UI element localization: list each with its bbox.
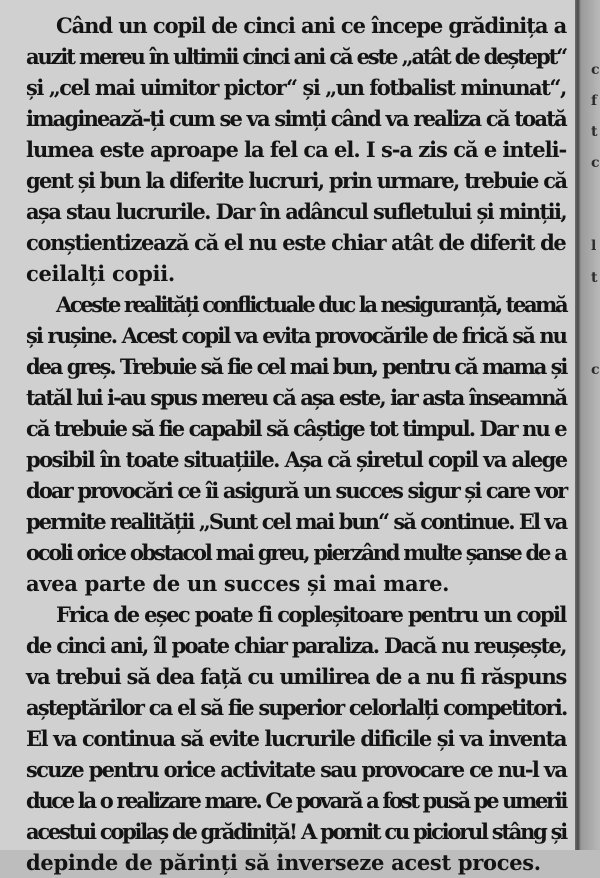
paragraph-2 [26, 289, 566, 599]
text-line: Când un copil de cinci ani ce începe grădinița a [56, 13, 567, 38]
facing-page-glyph: c [591, 155, 600, 171]
text-line: El va continua să evite lucrurile dificile și va inventa [26, 726, 567, 751]
facing-page-glyph: f [591, 93, 598, 109]
paragraph-1 [26, 10, 566, 289]
text-line: depinde de părinți să inverseze acest proces. [26, 850, 541, 875]
text-line: Aceste realități conflictuale duc la nesiguranță, teamă [56, 292, 567, 317]
text-line: acestui copilaș de grădiniță! A pornit cu piciorul stâng și [26, 819, 566, 844]
facing-page-glyph: l [591, 238, 597, 254]
text-line: ceilalți copii. [26, 261, 175, 286]
text-line: doar provocări ce îi asigură un succes sigur și care vor [26, 478, 567, 503]
text-line: așteptărilor ca el să fie superior celorlalți competitori. [26, 695, 567, 720]
text-line: scuze pentru orice activitate sau provocare ce nu-l va [26, 757, 567, 782]
text-line: auzit mereu în ultimii cinci ani că este „atât de deștept“ [26, 44, 567, 69]
text-line: și „cel mai uimitor pictor“ și „un fotbalist minunat“, [26, 75, 566, 100]
text-line: gent și bun la diferite lucruri, prin urmare, trebuie că [26, 168, 567, 193]
facing-page-glyph: t [591, 270, 598, 286]
text-line: de cinci ani, îl poate chiar paraliza. Dacă nu reușește, [26, 633, 566, 658]
text-line: va trebui să dea față cu umilirea de a nu fi răspuns [26, 664, 567, 689]
text-line: Frica de eșec poate fi copleșitoare pentru un copil [56, 602, 566, 627]
text-line: și rușine. Acest copil va evita provocările de frică să nu [26, 323, 567, 348]
text-line: permite realității „Sunt cel mai bun“ să continue. El va [26, 509, 567, 534]
text-line: duce la o realizare mare. Ce povară a fost pusă pe umerii [26, 788, 567, 813]
paragraph-3 [26, 599, 566, 878]
text-line: lumea este aproape la fel ca el. I s-a zis că e inteli- [26, 137, 567, 162]
text-line: conștientizează că el nu este chiar atât de diferit de [26, 230, 566, 255]
facing-page-glyph: t [591, 124, 598, 140]
text-line: așa stau lucrurile. Dar în adâncul sufletului și minții, [26, 199, 567, 224]
text-line: ocoli orice obstacol mai greu, pierzând multe șanse de a [26, 540, 566, 565]
facing-page-glyph: c [591, 62, 600, 78]
text-line: tatăl lui i-au spus mereu că așa este, iar asta înseamnă [26, 385, 567, 410]
facing-page-glyph: c [591, 362, 600, 378]
text-line: dea greș. Trebuie să fie cel mai bun, pentru că mama și [26, 354, 567, 379]
text-line: că trebuie să fie capabil să câștige tot timpul. Dar nu e [26, 416, 566, 441]
text-line: posibil în toate situațiile. Așa că șiretul copil va alege [26, 447, 567, 472]
body-text [26, 10, 566, 878]
text-line: imaginează-ți cum se va simți când va realiza că toată [26, 106, 566, 131]
text-line: avea parte de un succes și mai mare. [26, 571, 450, 596]
